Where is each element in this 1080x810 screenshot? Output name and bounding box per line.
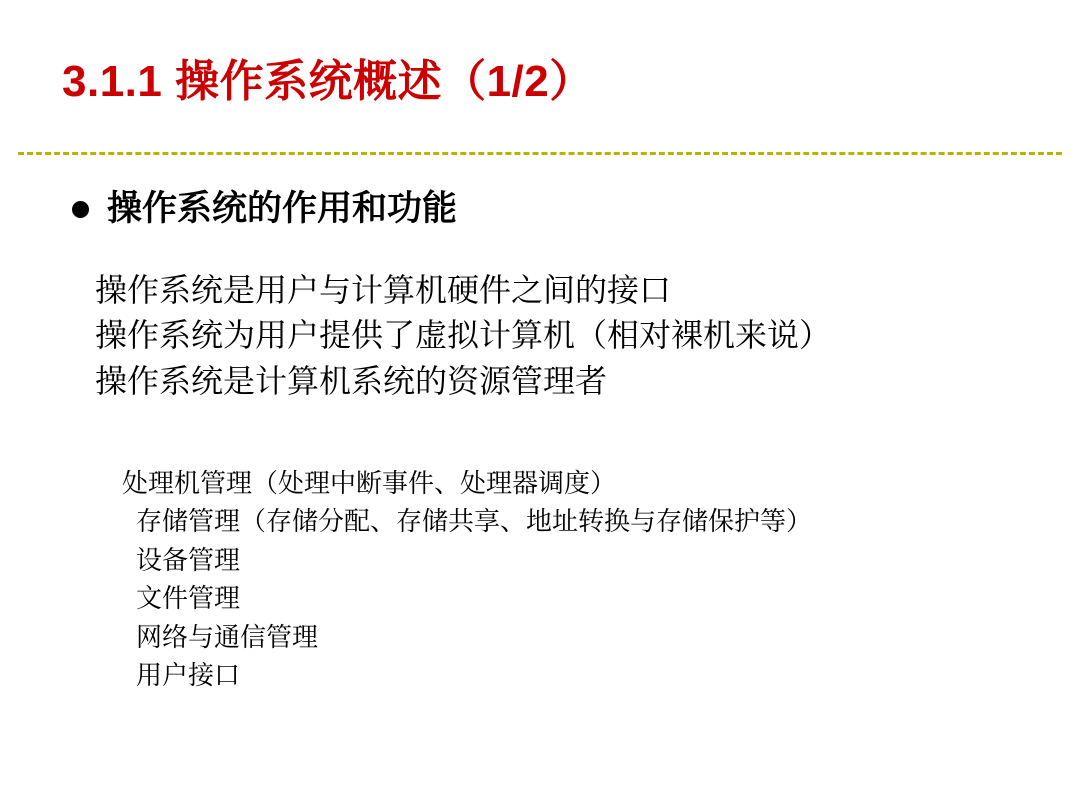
page-title: 3.1.1 操作系统概述（1/2） xyxy=(62,57,594,106)
paragraph-line: 操作系统是计算机系统的资源管理者 xyxy=(95,362,608,399)
list-item: 用户接口 xyxy=(136,661,241,691)
paragraph-line: 操作系统是用户与计算机硬件之间的接口 xyxy=(95,272,672,308)
bullet-heading xyxy=(72,188,457,230)
list-item: 存储管理（存储分配、存储共享、地址转换与存储保护等） xyxy=(136,507,813,537)
title-divider xyxy=(18,152,1062,155)
list-item: 处理机管理（处理中断事件、处理器调度） xyxy=(122,469,617,498)
description-paragraphs xyxy=(95,268,831,404)
paragraph-line: 操作系统为用户提供了虚拟计算机（相对裸机来说） xyxy=(95,317,832,354)
list-item: 网络与通信管理 xyxy=(136,622,319,652)
bullet-heading-label: 操作系统的作用和功能 xyxy=(107,189,458,228)
list-item: 设备管理 xyxy=(136,545,241,575)
bullet-dot-icon xyxy=(72,201,89,218)
function-list xyxy=(122,465,812,696)
list-item: 文件管理 xyxy=(136,584,241,614)
